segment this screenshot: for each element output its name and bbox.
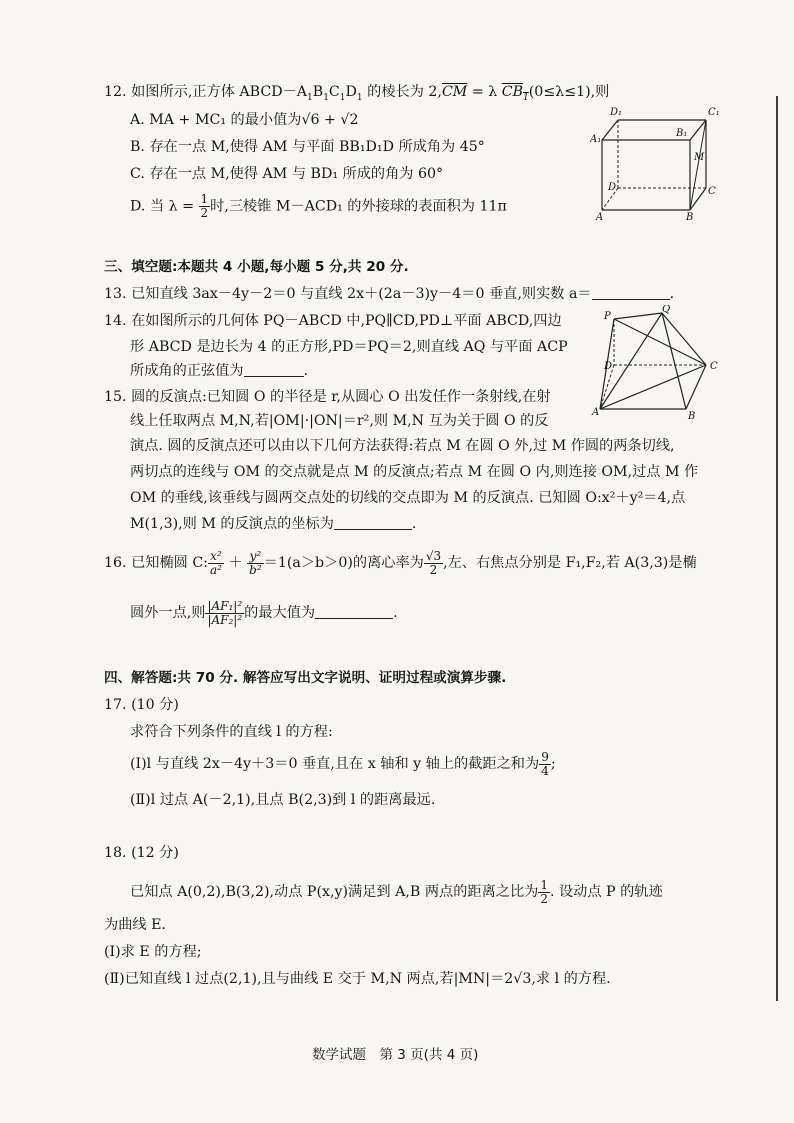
cube-label-m: M <box>694 152 705 163</box>
q15-line-2: 线上任取两点 M,N,若|OM|·|ON|＝r²,则 M,N 互为关于圆 O 的反 <box>130 413 549 429</box>
q18-line-2: 为曲线 E. <box>104 917 166 933</box>
q12-option-b: B. 存在一点 M,使得 AM 与平面 BB₁D₁D 所成角为 45° <box>130 139 485 155</box>
answer-blank-14[interactable] <box>244 362 304 377</box>
q15-line-5: OM 的垂线,该垂线与圆两交点处的切线的交点即为 M 的反演点. 已知圆 O:x²＋y²＝4,点 <box>130 490 686 506</box>
vector-cm: $\overline{CM}$ <box>441 84 468 100</box>
answer-blank-13[interactable] <box>592 285 670 300</box>
q17-part-1: (Ⅰ)l 与直线 2x－4y＋3＝0 垂直,且在 x 轴和 y 轴上的截距之和为 $\frac{9}{4}$ ; <box>130 749 556 778</box>
poly-label-p: P <box>604 311 611 322</box>
poly-label-q: Q <box>662 305 671 315</box>
poly-label-d: D <box>604 361 613 372</box>
q18-part-2: (Ⅱ)已知直线 l 过点(2,1),且与曲线 E 交于 M,N 两点,若|MN|＝2√3,求 l 的方程. <box>104 971 611 987</box>
answer-blank-15[interactable] <box>334 515 412 530</box>
section-4-heading: 四、解答题:共 70 分. 解答应写出文字说明、证明过程或演算步骤. <box>104 670 507 686</box>
q18-part-1: (Ⅰ)求 E 的方程; <box>104 944 202 960</box>
q12-stem: 12. 如图所示,正方体 $ABCD-A_1B_1C_1D_1$ 的棱长为 $2,\overline{CM} = \lambda$ $CB_1(0\le\lambda\le 1)$,则 <box>104 84 610 103</box>
q15-line-6: M(1,3),则 M 的反演点的坐标为 . <box>130 516 417 532</box>
q17-heading: 17. (10 分) <box>104 697 179 713</box>
margin-rule <box>776 96 778 1001</box>
q15-line-1: 15. 圆的反演点:已知圆 O 的半径是 r,从圆心 O 出发任作一条射线,在射 <box>104 389 551 405</box>
fraction-half: $\frac{1}{2}$ <box>200 192 209 220</box>
cube-label-d: D <box>608 182 617 193</box>
cube-figure <box>590 100 730 225</box>
cube-label-d1: D₁ <box>610 107 623 118</box>
poly-label-c: C <box>710 361 718 372</box>
q12-option-c: C. 存在一点 M,使得 AM 与 BD₁ 所成的角为 60° <box>130 166 444 182</box>
q17-part-2: (Ⅱ)l 过点 A(－2,1),且点 B(2,3)到 l 的距离最远. <box>130 792 436 808</box>
q15-line-4: 两切点的连线与 OM 的交点就是点 M 的反演点;若点 M 在圆 O 内,则连接 OM,过点 M 作 <box>130 464 699 480</box>
q15-line-3: 演点. 圆的反演点还可以由以下几何方法获得:若点 M 在圆 O 外,过 M 作圆的两条切线, <box>130 438 675 454</box>
fraction-af-ratio: $\frac{\text{|AF₁|²}}{\text{|AF₂|²}}$ <box>207 598 243 627</box>
polyhedron-figure <box>588 305 728 420</box>
fraction-eccentricity: $\frac{√3}{2}$ <box>425 548 442 577</box>
cube-label-a1: A₁ <box>590 134 602 145</box>
cube-label-b1: B₁ <box>676 128 688 139</box>
fraction-half-18: $\frac{1}{2}$ <box>540 877 548 906</box>
fraction-nine-quarters: $\frac{9}{4}$ <box>541 749 549 778</box>
fraction-y2-b2: $\frac{\text{y²}}{\text{b²}}$ <box>249 548 262 577</box>
q14-line-3: 所成角的正弦值为 . <box>130 363 309 379</box>
q18-heading: 18. (12 分) <box>104 845 179 861</box>
poly-label-b: B <box>688 411 696 420</box>
q16-line-1: 16. 已知椭圆 C: $\frac{\text{x²}}{\text{a²}}$ ＋ $\frac{\text{y²}}{\text{b²}}$ ＝1(a＞b＞0)的离心率为 $\frac{√3}{2}$ ,左、右焦点分别是 F₁,F₂,若 A(3,3)是椭 <box>104 548 697 577</box>
q14-line-1: 14. 在如图所示的几何体 PQ－ABCD 中,PQ∥CD,PD⊥平面 ABCD,四边 <box>104 313 562 329</box>
q18-line-1: 已知点 A(0,2),B(3,2),动点 P(x,y)满足到 A,B 两点的距离之比为 $\frac{1}{2}$ . 设动点 P 的轨迹 <box>130 877 663 906</box>
cube-label-c1: C₁ <box>708 107 720 118</box>
section-3-heading: 三、填空题:本题共 4 小题,每小题 5 分,共 20 分. <box>104 259 409 275</box>
q16-line-2: 圆外一点,则 $\frac{\text{|AF₁|²}}{\text{|AF₂|²}}$ 的最大值为 . <box>130 598 398 627</box>
answer-blank-16[interactable] <box>315 604 393 619</box>
q12-option-a: A. MA + MC₁ 的最小值为√6 + √2 <box>130 112 359 128</box>
q12-option-d: D. 当 λ = $\frac{1}{2}$ 时,三棱锥 M－ACD₁ 的外接球的表面积为 11π <box>130 192 507 220</box>
vector-cb1: $CB_1$ <box>501 84 529 103</box>
poly-label-a: A <box>592 407 600 418</box>
cube-label-a: A <box>596 212 604 223</box>
cube-label-b: B <box>686 212 694 223</box>
page-footer: 数学试题 第 3 页(共 4 页) <box>312 1047 479 1063</box>
fraction-x2-a2: $\frac{\text{x²}}{\text{a²}}$ <box>209 548 222 577</box>
q17-intro: 求符合下列条件的直线 l 的方程: <box>130 724 333 740</box>
q14-line-2: 形 ABCD 是边长为 4 的正方形,PD＝PQ＝2,则直线 AQ 与平面 ACP <box>130 339 568 355</box>
cube-label-c: C <box>708 186 716 197</box>
q13: 13. 已知直线 3ax－4y－2＝0 与直线 2x＋(2a－3)y－4＝0 垂直,则实数 a＝ . <box>104 286 675 302</box>
